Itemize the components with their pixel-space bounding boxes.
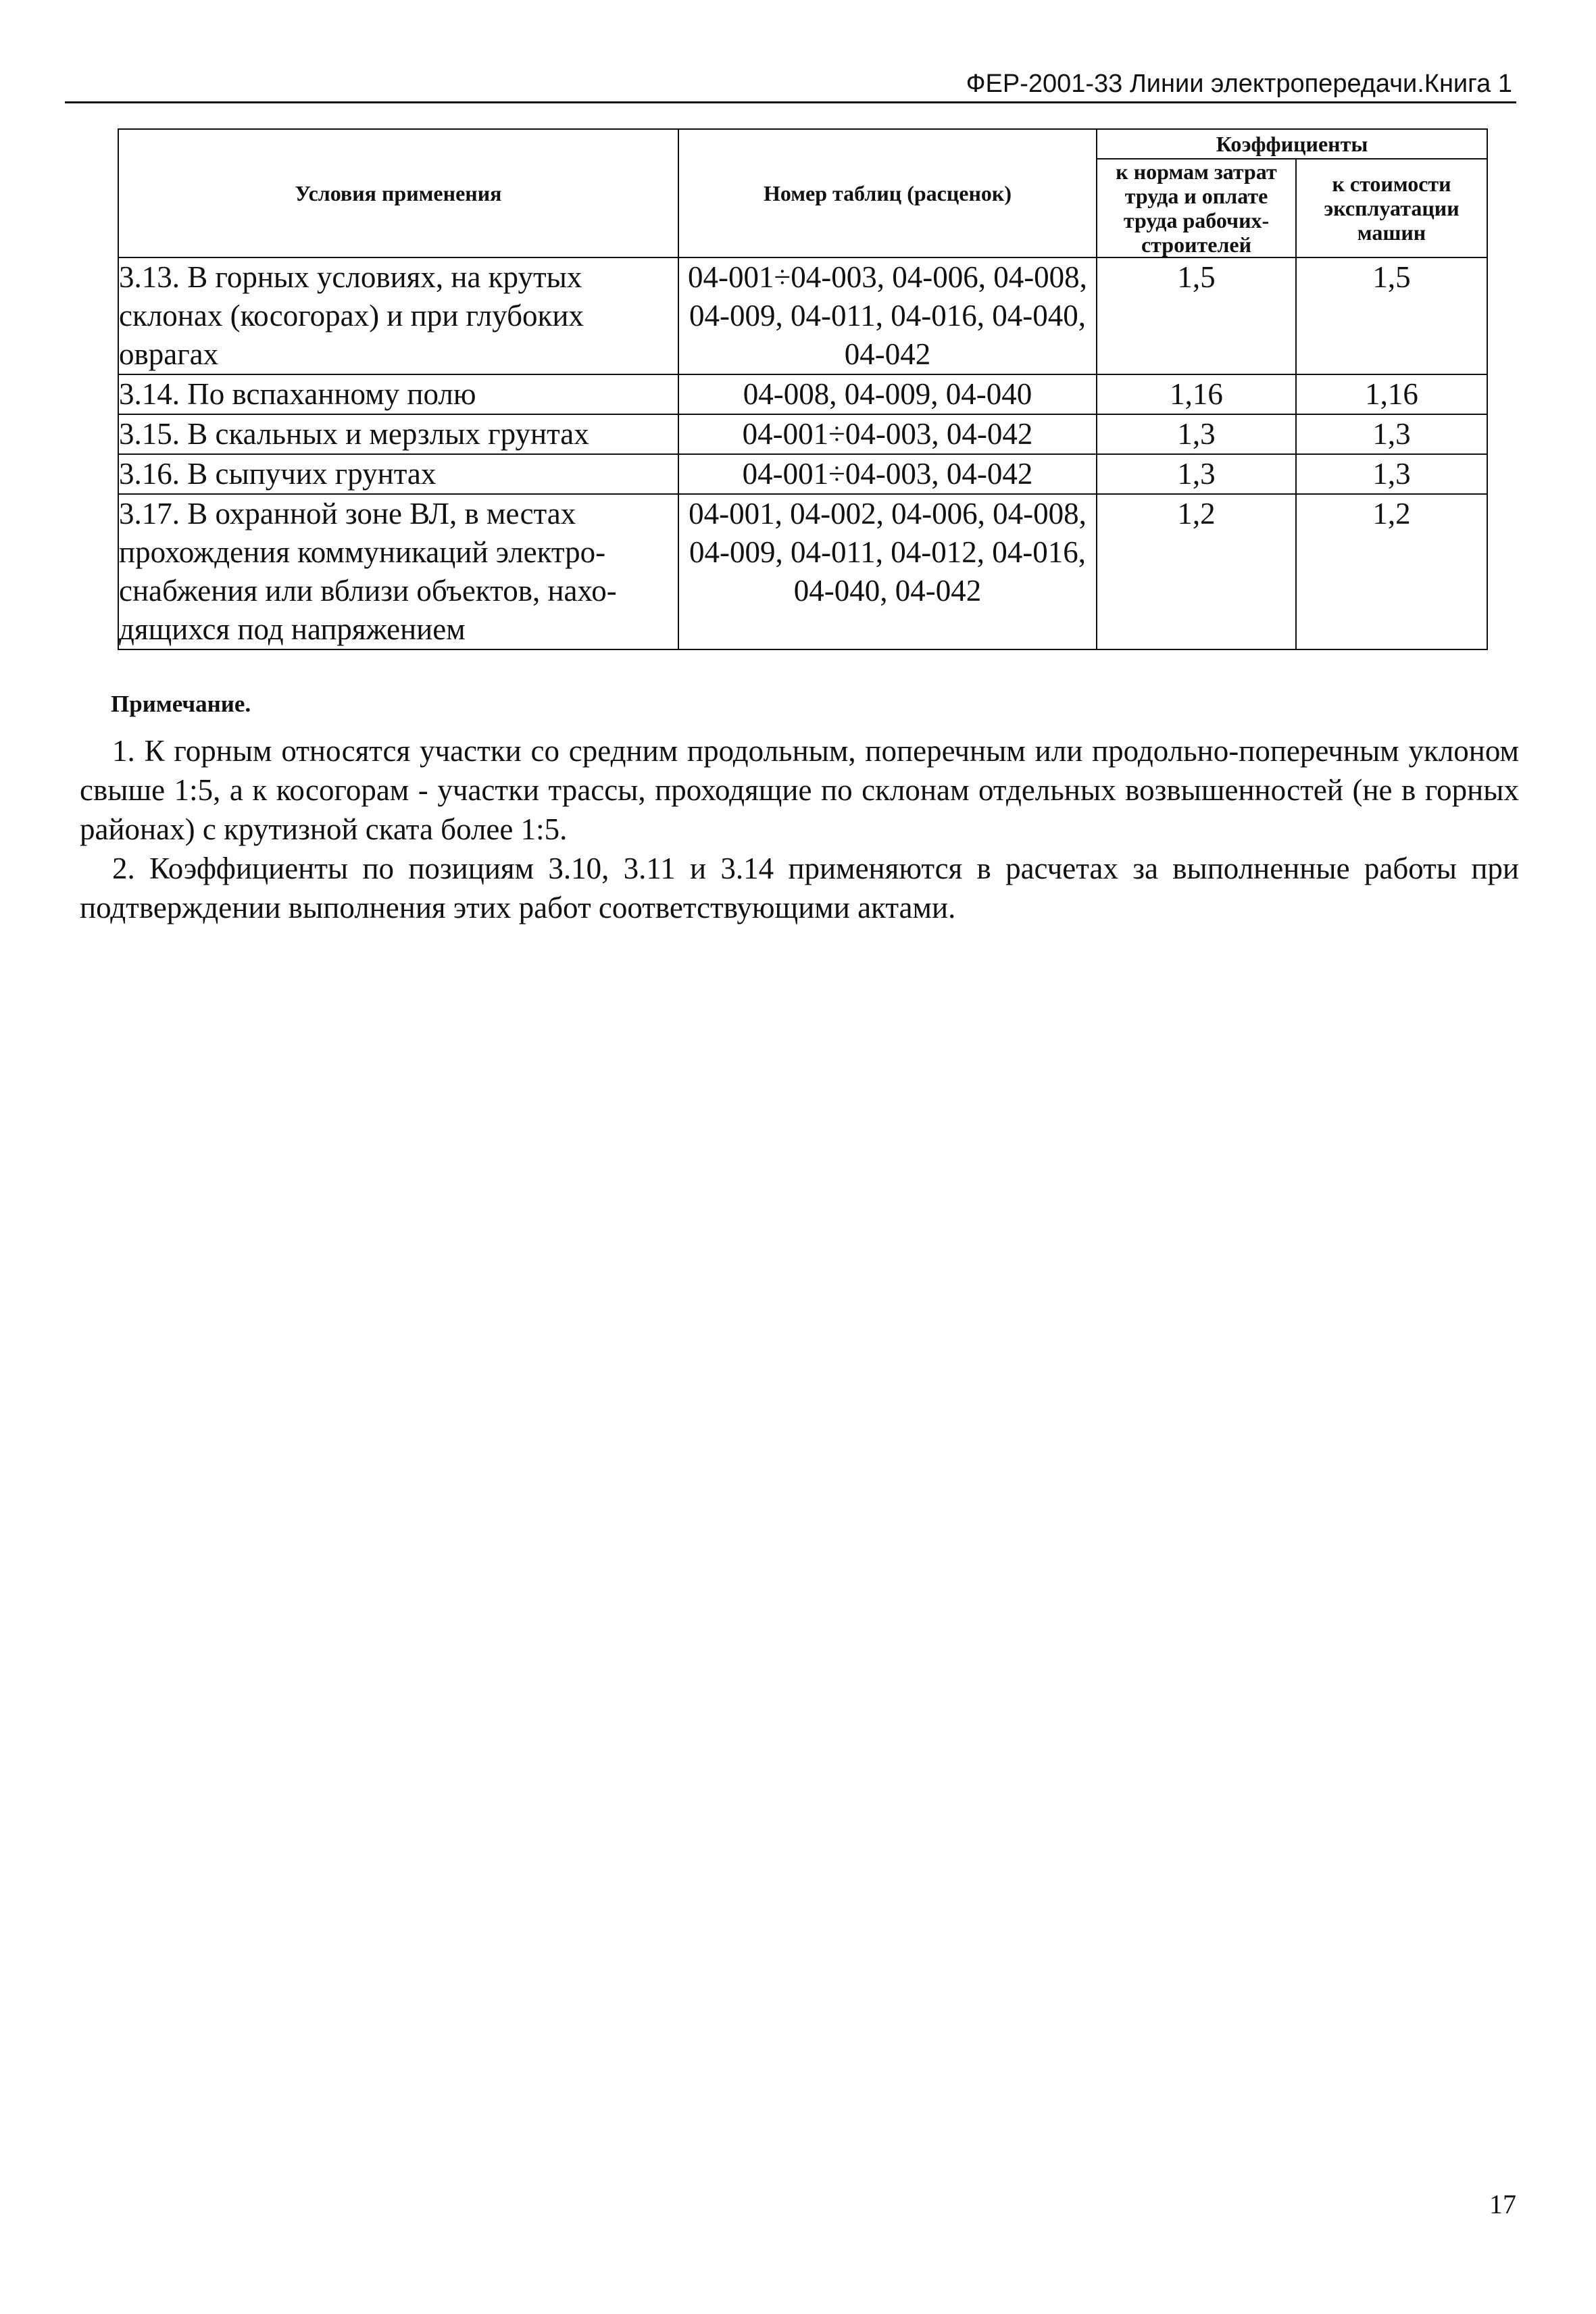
condition-cell: 3.14. По вспаханному полю: [118, 374, 678, 414]
table-row: [118, 454, 1487, 494]
tables-cell: 04-008, 04-009, 04-040: [678, 374, 1097, 414]
labor-coef-cell: 1,2: [1097, 494, 1296, 649]
note-paragraph-1: 1. К горным относятся участки со средним продольным, поперечным или продольно-поперечным уклоном свыше 1:5, а к косогорам - участки трассы, проходящие по склонам отдельных возвышенностей (не в горных районах) с крутизной ската более 1:5.: [80, 734, 1519, 846]
machines-coef-cell: 1,2: [1296, 494, 1487, 649]
condition-cell: 3.13. В горных условиях, на крутых склонах (косогорах) и при глубоких оврагах: [118, 257, 678, 374]
labor-coef-cell: 1,16: [1097, 374, 1296, 414]
tables-cell: 04-001÷04-003, 04-042: [678, 454, 1097, 494]
table-row: [118, 374, 1487, 414]
labor-coef-cell: 1,5: [1097, 257, 1296, 374]
condition-cell: 3.15. В скальных и мерзлых грунтах: [118, 414, 678, 454]
tables-cell: 04-001, 04-002, 04-006, 04-008, 04-009, 04-011, 04-012, 04-016, 04-040, 04-042: [678, 494, 1097, 649]
header-machines: к стоимости эксплуатации машин: [1296, 159, 1487, 257]
table-header-row: [118, 129, 1487, 159]
table-row: [118, 257, 1487, 374]
page-number: 17: [1489, 2189, 1516, 2219]
condition-cell: 3.17. В охранной зоне ВЛ, в местах прохождения коммуникаций электроснабжения или вблизи объектов, находящихся под напряжением: [118, 494, 678, 649]
tables-cell: 04-001÷04-003, 04-006, 04-008, 04-009, 04-011, 04-016, 04-040, 04-042: [678, 257, 1097, 374]
header-coefficients: Коэффициенты: [1097, 129, 1487, 159]
machines-coef-cell: 1,16: [1296, 374, 1487, 414]
table-row: [118, 494, 1487, 649]
machines-coef-cell: 1,3: [1296, 454, 1487, 494]
condition-cell: 3.16. В сыпучих грунтах: [118, 454, 678, 494]
header-title: ФЕР-2001-33 Линии электропередачи.Книга 1: [966, 70, 1512, 98]
table-row: [118, 414, 1487, 454]
labor-coef-cell: 1,3: [1097, 454, 1296, 494]
note-title: Примечание.: [111, 691, 251, 717]
machines-coef-cell: 1,3: [1296, 414, 1487, 454]
tables-cell: 04-001÷04-003, 04-042: [678, 414, 1097, 454]
coefficients-table: [118, 128, 1488, 650]
labor-coef-cell: 1,3: [1097, 414, 1296, 454]
header-conditions: Условия применения: [118, 129, 678, 257]
machines-coef-cell: 1,5: [1296, 257, 1487, 374]
header-tables: Номер таблиц (расценок): [678, 129, 1097, 257]
running-header: [65, 66, 1516, 103]
header-labor: к нормам затрат труда и оплате труда рабочих-строителей: [1097, 159, 1296, 257]
note-paragraph-2: 2. Коэффициенты по позициям 3.10, 3.11 и 3.14 применяются в расчетах за выполненные работы при подтверждении выполнения этих работ соответствующими актами.: [80, 852, 1519, 925]
